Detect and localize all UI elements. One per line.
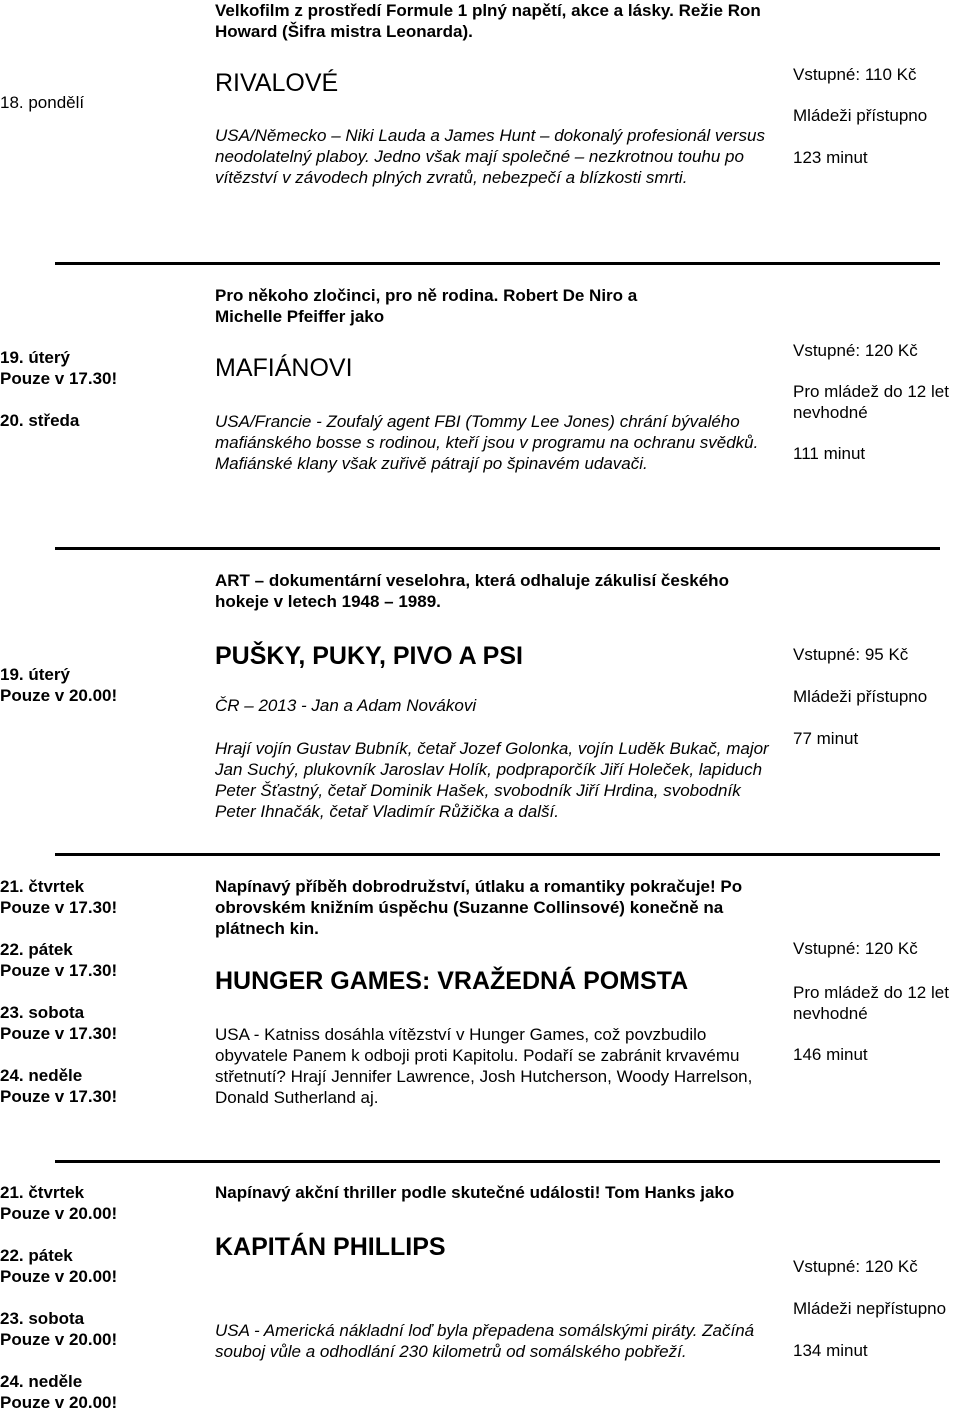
mafianovi-date-1: 19. úterý [0, 348, 70, 367]
pusky-origin: ČR – 2013 - Jan a Adam Novákovi [215, 696, 477, 715]
hunger-date-note: Pouze v 17.30! [0, 1087, 118, 1106]
rivalove-title: RIVALOVÉ [215, 69, 339, 97]
intro-tagline: Velkofilm z prostředí Formule 1 plný napětí, akce a lásky. Režie Ron Howard (Šifra mistra Leonarda). [215, 1, 761, 41]
divider [55, 1160, 940, 1163]
phillips-date-note: Pouze v 20.00! [0, 1204, 118, 1223]
mafianovi-tagline: Pro někoho zločinci, pro ně rodina. Robert De Niro a Michelle Pfeiffer jako [215, 286, 638, 326]
phillips-date-day: 24. neděle [0, 1372, 83, 1391]
divider [55, 262, 940, 265]
pusky-price: Vstupné: 95 Kč [793, 645, 909, 664]
pusky-rating: Mládeži přístupno [793, 687, 928, 706]
phillips-rating: Mládeži nepřístupno [793, 1299, 947, 1318]
phillips-date-day: 22. pátek [0, 1246, 73, 1265]
rivalove-date: 18. pondělí [0, 93, 85, 112]
mafianovi-description: USA/Francie - Zoufalý agent FBI (Tommy Lee Jones) chrání bývalého mafiánského bosse s rodinou, kteří jsou v programu na ochranu svědků. Mafiánské klany však zuřivě pátrají po špinavém udavači. [215, 412, 759, 473]
hunger-date-note: Pouze v 17.30! [0, 961, 118, 980]
hunger-date-day: 23. sobota [0, 1003, 85, 1022]
hunger-date-day: 22. pátek [0, 940, 73, 959]
phillips-price: Vstupné: 120 Kč [793, 1257, 918, 1276]
phillips-date-day: 23. sobota [0, 1309, 85, 1328]
pusky-cast: Hrají vojín Gustav Bubník, četař Jozef Golonka, vojín Luděk Bukač, major Jan Suchý, plukovník Jaroslav Holík, podpraporčík Jiří Holeček, lapiduch Peter Šťastný, četař Dominik Hašek, svobodník Jiří Hrdina, svobodník Peter Ihnačák, četař Vladimír Růžička a další. [215, 739, 769, 821]
pusky-title: PUŠKY, PUKY, PIVO A PSI [215, 642, 523, 670]
hunger-date-note: Pouze v 17.30! [0, 898, 118, 917]
hunger-price: Vstupné: 120 Kč [793, 939, 918, 958]
rivalove-rating: Mládeži přístupno [793, 106, 928, 125]
pusky-note: Pouze v 20.00! [0, 686, 118, 705]
divider [55, 547, 940, 550]
hunger-date-day: 21. čtvrtek [0, 877, 85, 896]
rivalove-duration: 123 minut [793, 148, 868, 167]
phillips-description: USA - Americká nákladní loď byla přepadena somálskými piráty. Začíná souboj vůle a odhodlání 230 kilometrů od somálského pobřeží. [215, 1321, 755, 1361]
pusky-date: 19. úterý [0, 665, 70, 684]
mafianovi-duration: 111 minut [793, 444, 866, 463]
hunger-date-day: 24. neděle [0, 1066, 83, 1085]
hunger-dates [0, 876, 117, 1107]
phillips-dates [0, 1182, 117, 1413]
hunger-title: HUNGER GAMES: VRAŽEDNÁ POMSTA [215, 967, 689, 995]
hunger-description: USA - Katniss dosáhla vítězství v Hunger Games, což povzbudilo obyvatele Panem k odboji proti Kapitolu. Podaří se zabránit krvavému střetnutí? Hrají Jennifer Lawrence, Josh Hutcherson, Woody Harrelson, Donald Sutherland aj. [215, 1025, 753, 1107]
phillips-date-day: 21. čtvrtek [0, 1183, 85, 1202]
phillips-date-note: Pouze v 20.00! [0, 1267, 118, 1286]
phillips-duration: 134 minut [793, 1341, 868, 1360]
phillips-date-note: Pouze v 20.00! [0, 1393, 118, 1412]
rivalove-description: USA/Německo – Niki Lauda a James Hunt – dokonalý profesionál versus neodolatelný plaboy. Jedno však mají společné – nezkrotnou touhu po vítězství v závodech plných zvratů, nebezpečí a blízkosti smrti. [215, 126, 765, 187]
hunger-duration: 146 minut [793, 1045, 868, 1064]
mafianovi-date-2: 20. středa [0, 411, 80, 430]
hunger-rating: Pro mládež do 12 let nevhodné [793, 983, 949, 1023]
mafianovi-rating: Pro mládež do 12 let nevhodné [793, 382, 949, 422]
rivalove-price: Vstupné: 110 Kč [793, 65, 917, 84]
mafianovi-note-1: Pouze v 17.30! [0, 369, 118, 388]
mafianovi-price: Vstupné: 120 Kč [793, 341, 918, 360]
phillips-title: KAPITÁN PHILLIPS [215, 1233, 446, 1261]
divider [55, 853, 940, 856]
phillips-date-note: Pouze v 20.00! [0, 1330, 118, 1349]
pusky-tagline: ART – dokumentární veselohra, která odhaluje zákulisí českého hokeje v letech 1948 – 1989. [215, 571, 729, 611]
mafianovi-title: MAFIÁNOVI [215, 354, 353, 382]
pusky-duration: 77 minut [793, 729, 859, 748]
hunger-tagline: Napínavý příběh dobrodružství, útlaku a romantiky pokračuje! Po obrovském knižním úspěchu (Suzanne Collinsové) konečně na plátnech kin. [215, 877, 743, 938]
hunger-date-note: Pouze v 17.30! [0, 1024, 118, 1043]
phillips-tagline: Napínavý akční thriller podle skutečné události! Tom Hanks jako [215, 1183, 735, 1202]
